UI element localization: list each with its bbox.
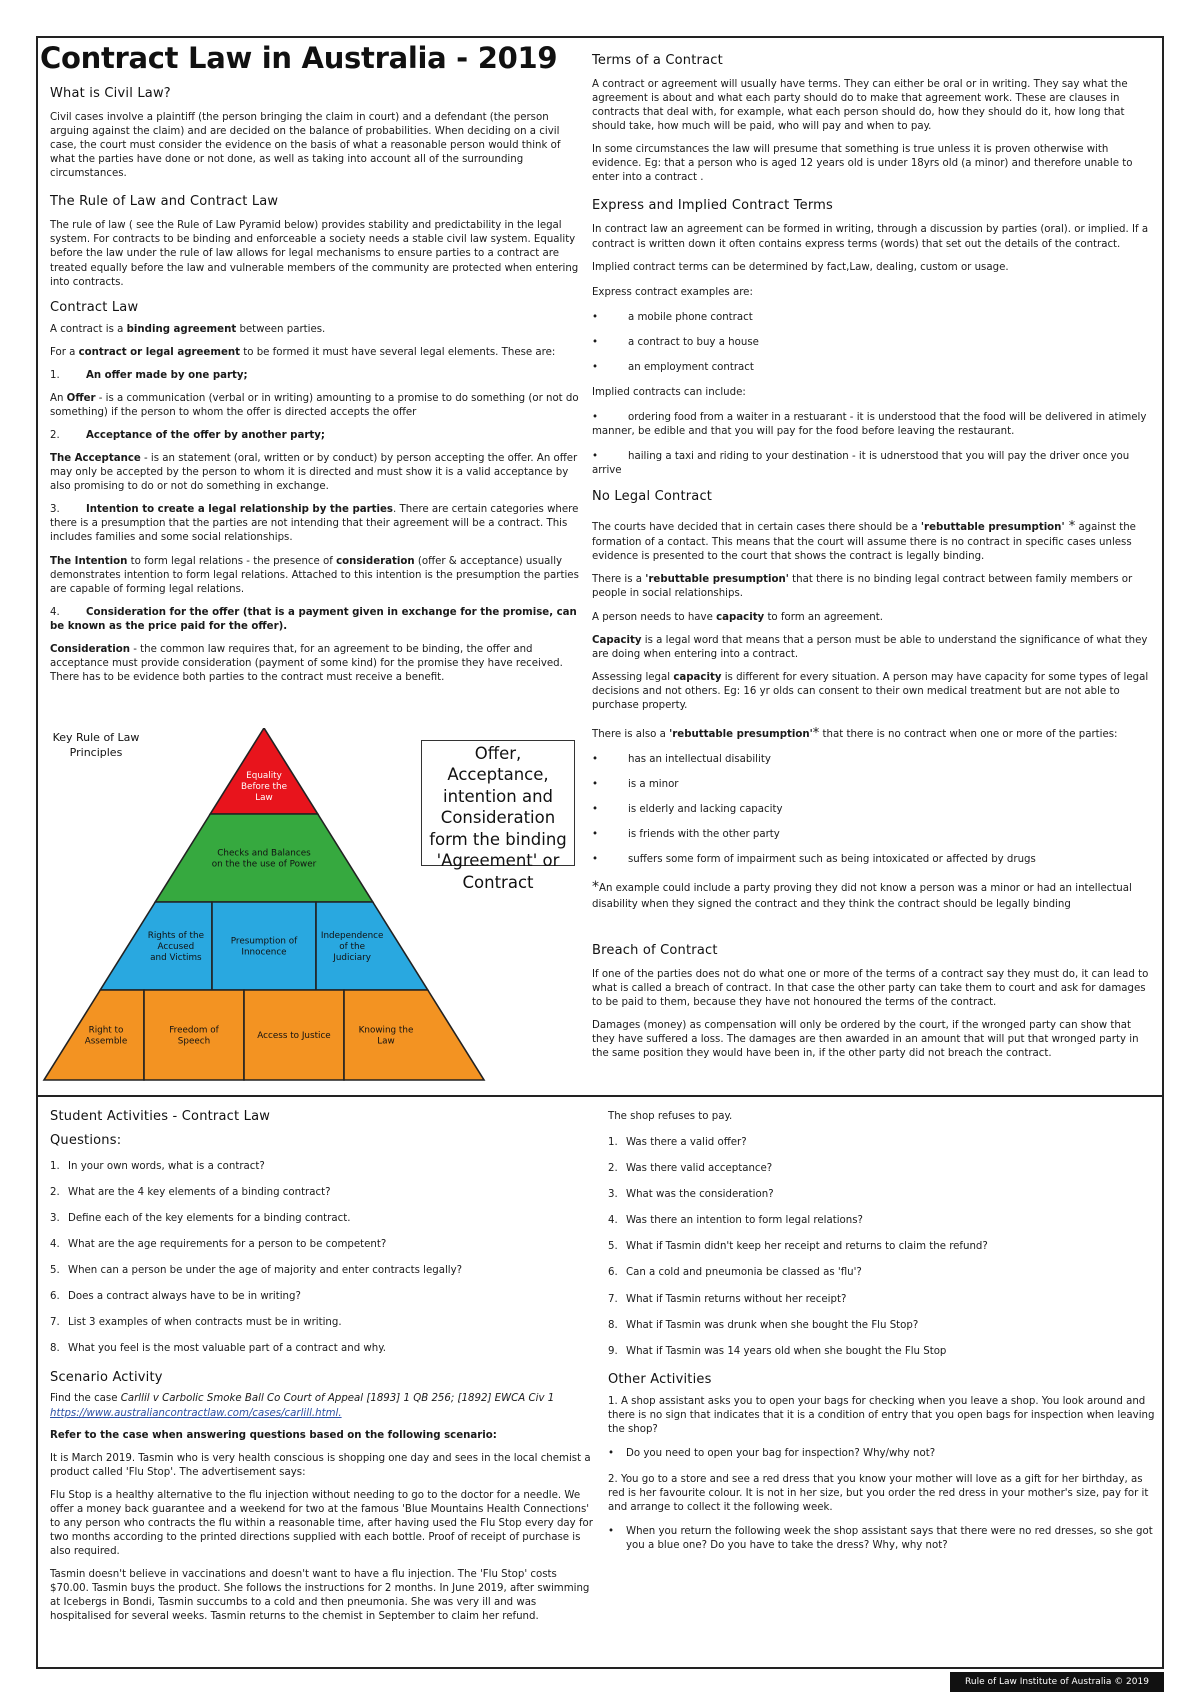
footer-credit: Rule of Law Institute of Australia © 2019	[950, 1672, 1164, 1692]
rule-of-law-text: The rule of law ( see the Rule of Law Pyramid below) provides stability and predictability in the legal system. For contracts to be binding and enforceable a society needs a stable civil law system. Equality before the law under the rule of law allows for legal mechanisms to ensure parties to a contract are treated equally before the law and vulnerable members of the community are protected when entering into contracts.	[50, 220, 579, 288]
party-condition: • is elderly and lacking capacity	[592, 804, 783, 816]
civil-law-heading: What is Civil Law?	[50, 86, 171, 101]
party-condition: • suffers some form of impairment such as being intoxicated or affected by drugs	[592, 854, 1036, 866]
pyramid-label-assemble: Right to Assemble	[84, 1025, 128, 1047]
right-column	[592, 52, 1152, 1070]
terms-text-1: A contract or agreement will usually have terms. They can either be oral or in writing. They say what the agreement is about and what each party should do to make that agreement work. These are clauses in contracts that deal with, for example, what each person should do, how they should do it, how long that should take, how much will be paid, who will pay and when to pay.	[592, 78, 1128, 133]
pyramid-label-checks-balances: Checks and Balances on the the use of Power	[211, 848, 317, 870]
party-condition: • has an intellectual disability	[592, 753, 771, 765]
page-title: Contract Law in Australia - 2019	[40, 41, 558, 75]
family-presumption-text: There is a 'rebuttable presumption' that there is no binding legal contract between family members or people in social relationships.	[592, 574, 1133, 600]
question-item: 3. Define each of the key elements for a binding contract.	[50, 1213, 351, 1225]
element-offer: 1. An offer made by one party;	[50, 369, 248, 381]
no-legal-contract-heading: No Legal Contract	[592, 489, 713, 505]
element-acceptance: 2. Acceptance of the offer by another party;	[50, 429, 325, 441]
activities-heading: Student Activities - Contract Law	[50, 1109, 271, 1124]
other-activity-1: 1. A shop assistant asks you to open your bags for checking when you leave a shop. You look around and there is no sign that indicates that it is a condition of entry that you open bags for inspection when leaving the shop?	[608, 1395, 1155, 1435]
scenario-heading: Scenario Activity	[50, 1369, 163, 1385]
scenario-question: 5. What if Tasmin didn't keep her receipt and returns to claim the refund?	[608, 1241, 988, 1253]
offer-definition: An Offer - is a communication (verbal or in writing) amounting to a promise to do something (or not do something) if the person to whom the offer is directed accepts the offer	[50, 392, 579, 418]
capacity-need-text: A person needs to have capacity to form an agreement.	[592, 611, 883, 623]
contract-definition: A contract is a binding agreement between parties.	[50, 323, 326, 335]
element-consideration: 4. Consideration for the offer (that is a payment given in exchange for the promise, can be known as the price paid for the offer).	[50, 606, 577, 632]
pyramid-label: Key Rule of Law Principles	[52, 731, 140, 760]
implied-example: • hailing a taxi and riding to your destination - it is udnerstood that you will pay the driver once you arrive	[592, 451, 1130, 477]
implied-intro: Implied contracts can include:	[592, 386, 746, 398]
no-contract-parties-intro: There is also a 'rebuttable presumption'* that there is no contract when one or more of the parties:	[592, 726, 1118, 742]
scenario-text-1: It is March 2019. Tasmin who is very health conscious is shopping one day and sees in the local chemist a product called 'Flu Stop'. The advertisement says:	[50, 1452, 591, 1478]
scenario-text-2: Flu Stop is a healthy alternative to the flu injection without needing to go to the doctor for a needle. We offer a money back guarantee and a weekend for two at the famous 'Blue Mountains Health Connections' to any person who contracts the flu within a reasonable time, after having used the Flu Stop every day for two months according to the printed directions supplied with each bottle. Proof of receipt of purchase is also required.	[50, 1489, 593, 1558]
question-item: 4. What are the age requirements for a person to be competent?	[50, 1239, 387, 1251]
pyramid-label-knowing-law: Knowing the Law	[358, 1025, 414, 1047]
scenario-question: 3. What was the consideration?	[608, 1189, 774, 1201]
express-implied-heading: Express and Implied Contract Terms	[592, 198, 833, 214]
agreement-callout: Offer, Acceptance, intention and Consideration form the binding 'Agreement' or Contract	[421, 740, 575, 866]
question-item: 5. When can a person be under the age of majority and enter contracts legally?	[50, 1265, 463, 1277]
case-link[interactable]: https://www.australiancontractlaw.com/cases/carlill.html.	[50, 1407, 342, 1419]
express-examples-intro: Express contract examples are:	[592, 286, 753, 298]
other-activity-1-question: • Do you need to open your bag for inspection? Why/why not?	[608, 1447, 936, 1459]
section-divider	[36, 1095, 1164, 1097]
express-example: • an employment contract	[592, 361, 754, 373]
pyramid-label-judiciary: Independence of the Judiciary	[320, 931, 384, 963]
scenario-question: 8. What if Tasmin was drunk when she bought the Flu Stop?	[608, 1319, 919, 1331]
contract-law-heading: Contract Law	[50, 299, 139, 315]
terms-text-2: In some circumstances the law will presume that something is true unless it is proven otherwise with evidence. Eg: that a person who is aged 12 years old is under 18yrs old (a minor) and therefore unable to enter into a contract .	[592, 144, 1133, 184]
legal-elements-intro: For a contract or legal agreement to be formed it must have several legal elements. These are:	[50, 346, 556, 358]
express-example: • a mobile phone contract	[592, 311, 753, 323]
pyramid-cell-rights-accused	[100, 902, 212, 990]
pyramid-label-speech: Freedom of Speech	[169, 1025, 219, 1047]
question-item: 1. In your own words, what is a contract?	[50, 1160, 265, 1172]
breach-text-2: Damages (money) as compensation will only be ordered by the court, if the wronged party can show that they have suffered a loss. The damages are then awarded in an amount that will put that wronged party in the same position they would have been in, if the other party did not breach the contract.	[592, 1019, 1139, 1060]
other-activities-heading: Other Activities	[608, 1371, 712, 1387]
consideration-definition: Consideration - the common law requires that, for an agreement to be binding, the offer and acceptance must provide consideration (payment of some kind) for the promise they have received. There has to be evidence both parties to the contract must receive a benefit.	[50, 643, 563, 684]
questions-heading: Questions:	[50, 1132, 122, 1148]
refer-instruction: Refer to the case when answering questions based on the following scenario:	[50, 1429, 497, 1441]
implied-example: • ordering food from a waiter in a restuarant - it is understood that the food will be delivered in atimely manner, be edible and that you will pay for the food before leaving the restaurant.	[592, 412, 1147, 438]
express-text-1: In contract law an agreement can be formed in writing, through a discussion by parties (oral). or implied. If a contract is written down it often contains express terms (words) that set out the details of the contract.	[592, 224, 1149, 250]
express-example: • a contract to buy a house	[592, 336, 759, 348]
scenario-question: 4. Was there an intention to form legal relations?	[608, 1215, 863, 1227]
activities-left	[50, 1108, 598, 1634]
pyramid-label-equality: Equality Before the Law	[241, 771, 287, 803]
breach-text-1: If one of the parties does not do what one or more of the terms of a contract say they must do, it can lead to what is called a breach of contract. In that case the other party can take them to court and ask for damages to be paid to them, because they have not honoured the terms of the contract.	[592, 968, 1149, 1008]
pyramid-cell-judiciary	[316, 902, 428, 990]
pyramid-label-justice: Access to Justice	[257, 1031, 331, 1041]
capacity-definition: Capacity is a legal word that means that a person must be able to understand the significance of what they are doing when entering into a contract.	[592, 634, 1148, 660]
rule-of-law-heading: The Rule of Law and Contract Law	[50, 194, 279, 210]
breach-heading: Breach of Contract	[592, 942, 718, 958]
scenario-question: 2. Was there valid acceptance?	[608, 1163, 773, 1175]
find-case-text: Find the case Carllil v Carbolic Smoke Ball Co Court of Appeal [1893] 1 QB 256; [1892] EWCA Civ 1 https://www.australiancontractlaw.com/cases/carlill.html.	[50, 1393, 555, 1419]
capacity-assessment: Assessing legal capacity is different for every situation. A person may have capacity for some types of legal decisions and not others. Eg: 16 yr olds can consent to their own medical treatment but are not able to purchase property.	[592, 671, 1149, 711]
terms-heading: Terms of a Contract	[592, 53, 723, 68]
question-item: 8. What you feel is the most valuable part of a contract and why.	[50, 1343, 387, 1355]
party-condition: • is friends with the other party	[592, 829, 780, 841]
scenario-text-3: Tasmin doesn't believe in vaccinations and doesn't want to have a flu injection. The 'Flu Stop' costs $70.00. Tasmin buys the product. She follows the instructions for 2 months. In June 2019, after swimming at Icebergs in Bondi, Tasmin succumbs to a cold and then pneumonia. She was very ill and was hospitalised for several weeks. Tasmin returns to the chemist in September to claim her refund.	[50, 1569, 590, 1623]
shop-refuses-text: The shop refuses to pay.	[608, 1111, 733, 1122]
question-item: 2. What are the 4 key elements of a binding contract?	[50, 1186, 331, 1198]
other-activity-2-question: • When you return the following week the shop assistant says that there were no red dresses, so she got you a blue one? Do you have to take the dress? Why, why not?	[608, 1526, 1153, 1552]
rebuttable-presumption-text: The courts have decided that in certain cases there should be a 'rebuttable presumption' * against the formation of a contact. This means that the court will assume there is no contract in specific cases unless evidence is presented to the court that shows the contract is legally binding.	[592, 519, 1136, 563]
scenario-question: 1. Was there a valid offer?	[608, 1137, 747, 1149]
question-item: 6. Does a contract always have to be in writing?	[50, 1291, 301, 1303]
pyramid-label-presumption-innocence: Presumption of Innocence	[230, 936, 298, 958]
intention-definition: The Intention to form legal relations - the presence of consideration (offer & acceptance) usually demonstrates intention to form legal relations. Attached to this intention is the presumption the parties are capable of forming legal relations.	[50, 555, 579, 595]
scenario-question: 7. What if Tasmin returns without her receipt?	[608, 1293, 847, 1305]
party-condition: • is a minor	[592, 779, 679, 791]
element-intention: 3. Intention to create a legal relationship by the parties. There are certain categories where there is a presumption that the parties are not intending that their agreement will be a contract. This includes families and some social relationships.	[50, 504, 579, 544]
activities-right	[608, 1110, 1156, 1562]
footnote: *An example could include a party proving they did not know a person was a minor or had an intellectual disability when they signed the contract and they think the contract should be legally binding	[592, 879, 1132, 910]
acceptance-definition: The Acceptance - is an statement (oral, written or by conduct) by person accepting the offer. An offer may only be accepted by the person to whom it is directed and must show it is a valid acceptance by also promising to do or not do something in exchange.	[50, 453, 578, 493]
other-activity-2: 2. You go to a store and see a red dress that you know your mother will love as a gift for her birthday, as red is her favourite colour. It is not in her size, but you order the red dress in your mother's size, pay for it and arrange to collect it the following week.	[608, 1474, 1149, 1514]
civil-law-text: Civil cases involve a plaintiff (the person bringing the claim in court) and a defendant (the person arguing against the claim) and are decided on the balance of probabilities. When deciding on a civil case, the court must consider the evidence on the basis of what a reasonable person would think of what the parties have done or not done, as well as taking into account all of the surrounding circumstances.	[50, 111, 561, 180]
scenario-question: 9. What if Tasmin was 14 years old when she bought the Flu Stop	[608, 1345, 947, 1357]
left-column	[50, 85, 582, 694]
express-text-2: Implied contract terms can be determined by fact,Law, dealing, custom or usage.	[592, 261, 1009, 273]
question-item: 7. List 3 examples of when contracts must be in writing.	[50, 1317, 342, 1329]
scenario-question: 6. Can a cold and pneumonia be classed as 'flu'?	[608, 1267, 862, 1279]
pyramid-label-rights-accused: Rights of the Accused and Victims	[147, 931, 205, 963]
